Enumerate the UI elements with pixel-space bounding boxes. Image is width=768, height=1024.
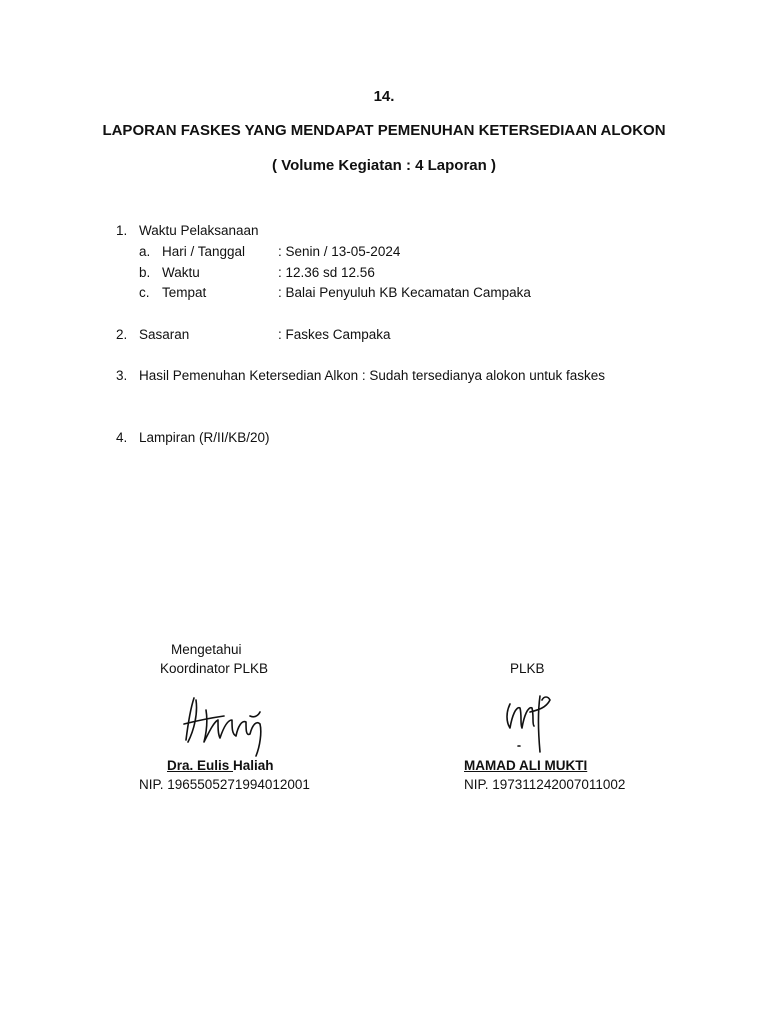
sig-left-name-underlined: Dra. Eulis (167, 758, 234, 773)
sub-letter-c: c. (139, 285, 150, 300)
sub-letter-b: b. (139, 265, 151, 280)
sub-value-tempat: : Balai Penyuluh KB Kecamatan Campaka (278, 285, 531, 300)
sub-label-tempat: Tempat (162, 285, 207, 300)
sig-left-name-rest: Haliah (233, 758, 274, 773)
item-number-4: 4. (116, 430, 128, 445)
item-value-sasaran: : Faskes Campaka (278, 327, 391, 342)
sig-right-name: MAMAD ALI MUKTI (464, 758, 588, 773)
sig-right-nip: NIP. 197311242007011002 (464, 777, 626, 792)
sig-left-nip: NIP. 1965505271994012001 (139, 777, 310, 792)
item-text-hasil: Hasil Pemenuhan Ketersedian Alkon : Sudah tersedianya alokon untuk faskes (139, 368, 606, 383)
item-number-1: 1. (116, 223, 128, 238)
item-number-2: 2. (116, 327, 128, 342)
sub-label-waktu: Waktu (162, 265, 200, 280)
report-subtitle: ( Volume Kegiatan : 4 Laporan ) (272, 157, 496, 174)
sub-value-waktu: : 12.36 sd 12.56 (278, 265, 375, 280)
sub-letter-a: a. (139, 244, 151, 259)
report-title: LAPORAN FASKES YANG MENDAPAT PEMENUHAN KETERSEDIAAN ALOKON (102, 122, 666, 139)
sig-left-role: Koordinator PLKB (160, 661, 269, 676)
item-number-3: 3. (116, 368, 128, 383)
item-label-waktu-pelaksanaan: Waktu Pelaksanaan (139, 223, 259, 238)
report-number: 14. (373, 88, 395, 105)
sub-value-hari-tanggal: : Senin / 13-05-2024 (278, 244, 401, 259)
sig-left-mengetahui: Mengetahui (171, 642, 242, 657)
signature-left-image (180, 690, 270, 760)
sig-right-role: PLKB (510, 661, 545, 676)
sub-label-hari-tanggal: Hari / Tanggal (162, 244, 246, 259)
sig-left-name (167, 758, 274, 773)
item-text-lampiran: Lampiran (R/II/KB/20) (139, 430, 270, 445)
signature-right-image (500, 690, 560, 755)
item-label-sasaran: Sasaran (139, 327, 190, 342)
